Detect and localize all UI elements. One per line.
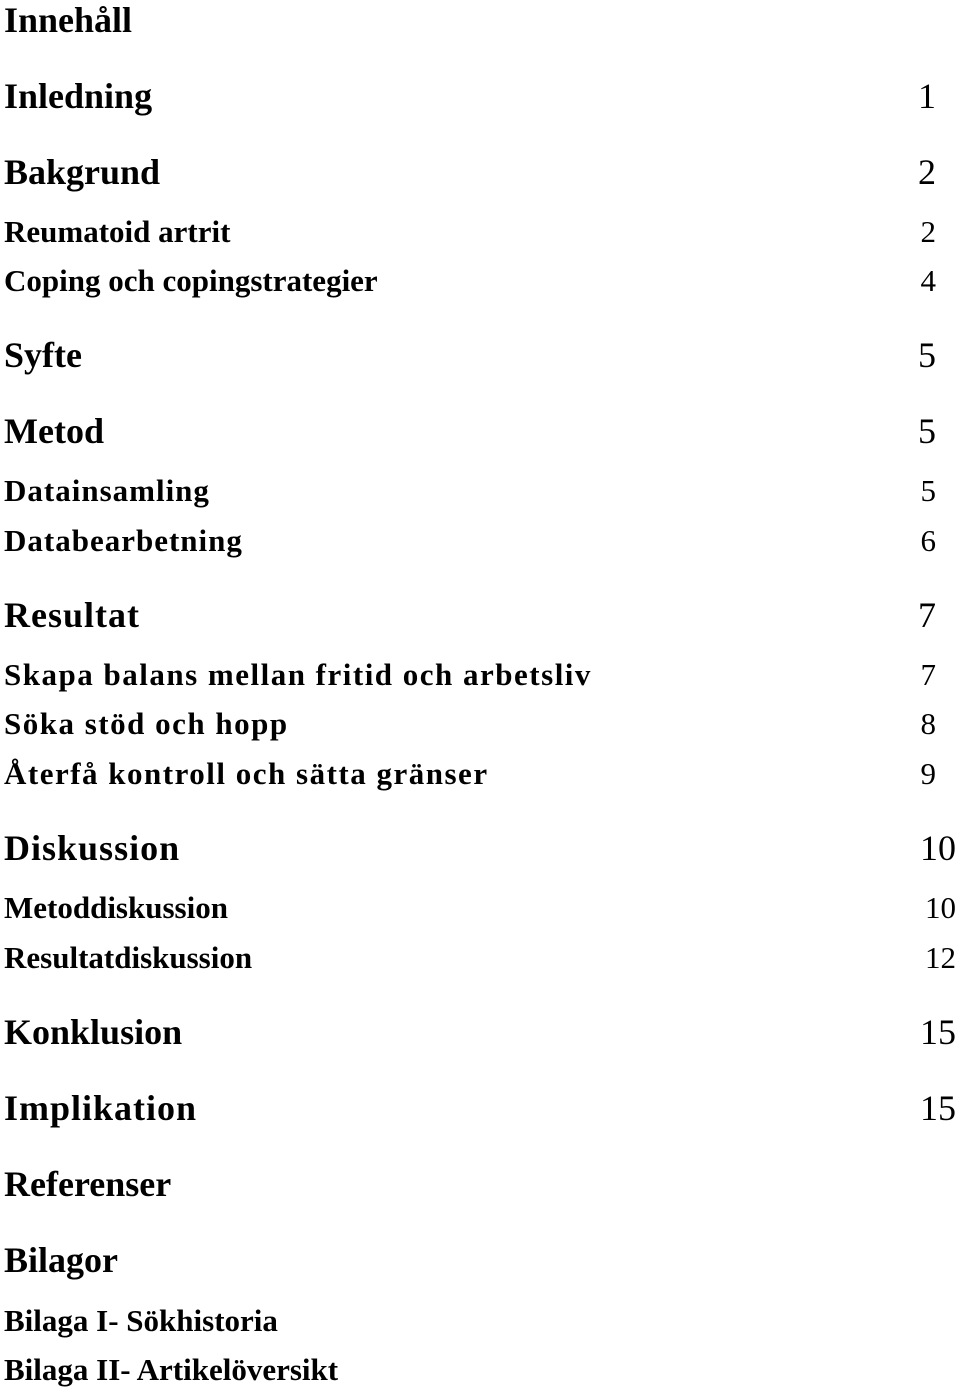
toc-entry-label: Bakgrund [4,152,161,192]
toc-entry-page: 2 [918,152,936,192]
toc-entry-label: Referenser [4,1164,172,1204]
toc-entry [4,261,960,305]
toc-entry-page: 8 [920,706,936,741]
toc-entry-page: 5 [918,335,936,375]
toc-entry [4,754,960,798]
toc-entry [4,1301,960,1345]
toc-entry-page: 10 [925,890,956,925]
toc-entry-page: 2 [920,214,936,249]
toc-entry [4,593,960,637]
toc-entry-page: 15 [920,1088,956,1128]
toc-entry-page: 12 [925,940,956,975]
toc-entry [4,1010,960,1054]
toc-entry-page: 1 [918,76,936,116]
toc-entry [4,1086,960,1130]
toc-entry [4,409,960,453]
toc-entry [4,521,960,565]
toc-entry [4,938,960,982]
toc-entry-label: Metoddiskussion [4,890,228,925]
toc-entry [4,1162,960,1206]
toc-entry [4,1238,960,1282]
toc-entry-label: Bilaga II- Artikelöversikt [4,1352,339,1387]
toc-entry-label: Syfte [4,335,82,375]
toc-entry-page: 9 [920,756,936,791]
toc-entry-label: Implikation [4,1088,198,1128]
toc-entry [4,150,960,194]
toc-entry-label: Diskussion [4,828,181,868]
toc-entry [4,212,960,256]
toc-entry-page: 15 [920,1012,956,1052]
toc-entry-label: Resultatdiskussion [4,940,253,975]
toc-entry-label: Söka stöd och hopp [4,706,289,741]
toc-entry-label: Inledning [4,76,153,116]
toc-entry [4,826,960,870]
toc-entry-page: 5 [920,473,936,508]
toc-title: Innehåll [4,0,133,40]
toc-entry-page: 6 [920,523,936,558]
toc-entry-label: Datainsamling [4,473,210,508]
toc-entry [4,471,960,515]
toc-entry [4,655,960,699]
toc-entry-page: 4 [920,263,936,298]
toc-entry-page: 7 [918,595,936,635]
toc-entry-page: 7 [920,657,936,692]
toc-entry [4,888,960,932]
toc-entry [4,74,960,118]
toc-entry-label: Metod [4,411,104,451]
toc-entry-label: Bilaga I- Sökhistoria [4,1303,278,1338]
toc-entry-label: Återfå kontroll och sätta gränser [4,756,489,791]
toc-entry-page: 5 [918,411,936,451]
toc-entry [4,704,960,748]
toc-entry-label: Bilagor [4,1240,118,1280]
toc-entry [4,1350,960,1394]
toc-entry-label: Skapa balans mellan fritid och arbetsliv [4,657,592,692]
toc-entry-label: Coping och copingstrategier [4,263,378,298]
toc-entry-label: Resultat [4,595,140,635]
toc-entry-page: 10 [920,828,956,868]
toc-entry-label: Konklusion [4,1012,183,1052]
toc-entry-label: Reumatoid artrit [4,214,231,249]
toc-entry [4,333,960,377]
toc-entry-label: Databearbetning [4,523,243,558]
